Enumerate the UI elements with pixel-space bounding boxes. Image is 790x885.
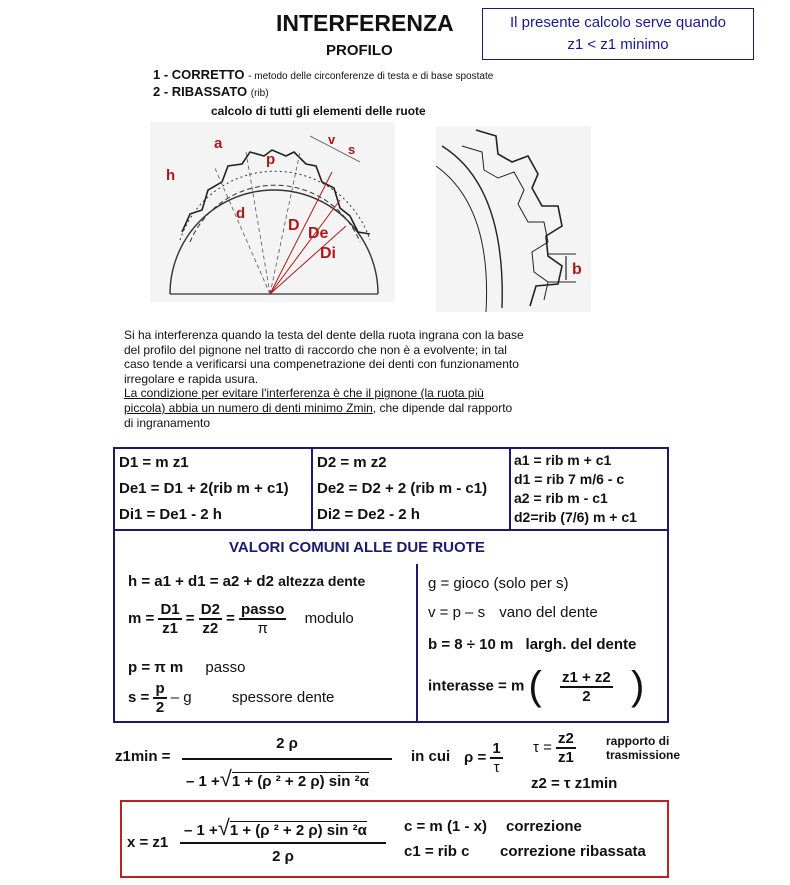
diagram-label-h: h [166, 167, 176, 184]
s-rest: – g [170, 688, 192, 706]
x-num-b: 1 + (ρ ² + 2 ρ) sin ²α [229, 822, 367, 839]
para-line: del profilo del pignone nel tratto di raccordo che non è a evolvente; in tal [124, 342, 507, 357]
v-desc: vano del dente [499, 604, 598, 621]
d2-formula: D2 = m z2 [317, 454, 387, 471]
c1-desc: correzione ribassata [500, 843, 646, 860]
method-1 [153, 67, 493, 82]
m-frac-2-num: D2 [200, 601, 220, 618]
h-desc: altezza dente [278, 573, 366, 589]
interasse-den: 2 [582, 687, 591, 705]
rho-num: 1 [492, 740, 501, 757]
z1min-lhs: z1min = [115, 748, 171, 765]
diagram-label-a: a [214, 135, 223, 152]
s-frac-num: p [155, 680, 165, 697]
method-2-desc: (rib) [250, 88, 269, 99]
interasse-frac [560, 669, 613, 705]
z1min-fraction-bar [182, 758, 392, 760]
para-line: caso tende a verificarsi una compenetrazione dei denti con funzionamento [124, 357, 519, 372]
para-line: La condizione per evitare l'interferenza è che il pignone (la ruota più [124, 386, 484, 401]
rho-den: τ [493, 759, 500, 776]
table-divider-1 [311, 447, 313, 529]
x-num-a: – 1 + [184, 822, 218, 839]
rho-lhs: ρ = [464, 748, 487, 766]
method-1-num: 1 - [153, 67, 169, 82]
m-frac-3 [239, 601, 286, 637]
m-frac-3-den: π [257, 620, 268, 637]
d2-dedendum-formula: d2=rib (7/6) m + c1 [514, 509, 637, 525]
para-line: di ingranamento [124, 415, 211, 430]
z1min-num: 2 ρ [276, 735, 298, 752]
de1-formula: De1 = D1 + 2(rib m + c1) [119, 480, 289, 497]
diagram-label-s: s [348, 142, 356, 157]
diagram-label-b: b [572, 261, 582, 278]
ratio-line-1: rapporto di [606, 734, 670, 748]
gear-profile-diagram [150, 122, 395, 302]
usage-note-line2: z1 < z1 minimo [567, 36, 669, 53]
a1-formula: a1 = rib m + c1 [514, 452, 612, 468]
incui-label: in cui [411, 748, 451, 765]
v-formula [428, 604, 598, 621]
gear-width-diagram [436, 126, 591, 312]
sqrt-icon: √ [219, 766, 232, 791]
z2-formula: z2 = τ z1min [531, 775, 618, 792]
s-formula [128, 680, 334, 716]
m-frac-1-num: D1 [160, 601, 180, 618]
ratio-line-2: trasmissione [606, 748, 681, 762]
x-num [184, 815, 367, 841]
diagram-label-Di: Di [320, 245, 336, 262]
c-formula: c = m (1 - x) [404, 818, 487, 835]
s-lhs: s = [128, 688, 150, 706]
g-formula: g = gioco (solo per s) [428, 575, 569, 592]
m-frac-2-den: z2 [202, 620, 219, 637]
method-2 [153, 84, 269, 99]
b-desc: largh. del dente [525, 636, 637, 653]
h-formula [128, 573, 365, 590]
transmission-ratio-note [606, 734, 680, 762]
z1min-den [186, 766, 369, 792]
z1min-den-b: 1 + (ρ ² + 2 ρ) sin ²α [231, 773, 369, 790]
h-formula-text: h = a1 + d1 = a2 + d2 [128, 573, 274, 590]
rho-frac [490, 740, 502, 776]
interference-description [124, 328, 594, 430]
m-eq-2: = [226, 609, 235, 627]
p-formula [128, 659, 245, 676]
paren-close: ) [630, 664, 645, 708]
tau-den: z1 [558, 749, 574, 766]
para-zmin-text: piccola) abbia un numero di denti minimo Zmin [124, 400, 373, 415]
m-lhs: m = [128, 609, 155, 627]
x-fraction-bar [180, 842, 386, 844]
tau-num: z2 [558, 730, 574, 747]
di2-formula: Di2 = De2 - 2 h [317, 506, 420, 523]
s-frac-den: 2 [155, 699, 165, 716]
para-line: irregolare e rapida usura. [124, 371, 259, 386]
method-2-label: RIBASSATO [171, 84, 248, 99]
paren-open: ( [528, 664, 542, 708]
diagram-label-p: p [266, 151, 276, 168]
usage-note-box [482, 8, 754, 60]
common-divider [416, 564, 418, 723]
page-subtitle: PROFILO [326, 42, 393, 59]
diagram-label-De: De [308, 225, 329, 242]
s-desc: spessore dente [231, 688, 335, 706]
m-formula [128, 601, 354, 637]
sqrt-icon: √ [217, 815, 230, 840]
para-line: Si ha interferenza quando la testa del dente della ruota ingrana con la base [124, 328, 524, 342]
m-frac-3-num: passo [241, 601, 285, 618]
c-desc: correzione [506, 818, 582, 835]
method-1-desc: - metodo delle circonferenze di testa e di base spostate [248, 71, 494, 82]
de2-formula: De2 = D2 + 2 (rib m - c1) [317, 480, 488, 497]
b-formula-text: b = 8 ÷ 10 m [428, 636, 514, 653]
tau-lhs: τ = [533, 738, 552, 756]
common-values-title: VALORI COMUNI ALLE DUE RUOTE [229, 539, 485, 556]
m-frac-2 [199, 601, 222, 637]
table-divider-h [113, 529, 669, 531]
tau-frac [556, 730, 576, 766]
table-divider-2 [509, 447, 511, 529]
m-desc: modulo [304, 609, 354, 627]
z1min-den-a: – 1 + [186, 773, 220, 790]
para-zmin-rest: , che dipende dal rapporto [372, 400, 513, 415]
method-2-num: 2 - [153, 84, 169, 99]
page-title: INTERFERENZA [276, 10, 454, 36]
c1-formula: c1 = rib c [404, 843, 470, 860]
di1-formula: Di1 = De1 - 2 h [119, 506, 222, 523]
diagram-label-d: d [236, 205, 246, 222]
p-desc: passo [205, 659, 246, 676]
rho-formula [464, 740, 503, 776]
x-lhs: x = z1 [127, 834, 169, 851]
m-frac-1 [158, 601, 181, 637]
p-formula-text: p = π m [128, 659, 184, 676]
diagram-label-v: v [328, 132, 336, 147]
interasse-lhs: interasse = m [428, 677, 525, 695]
usage-note-line1: Il presente calcolo serve quando [510, 14, 726, 31]
method-1-label: CORRETTO [171, 67, 245, 82]
para-line [124, 401, 594, 416]
d1-formula: D1 = m z1 [119, 454, 189, 471]
v-formula-text: v = p – s [428, 604, 486, 621]
s-frac [153, 680, 166, 716]
a2-formula: a2 = rib m - c1 [514, 490, 608, 506]
d1-dedendum-formula: d1 = rib 7 m/6 - c [514, 471, 625, 487]
diagram-label-D: D [288, 217, 300, 234]
interasse-num: z1 + z2 [561, 668, 611, 686]
b-formula [428, 636, 636, 653]
calc-note: calcolo di tutti gli elementi delle ruote [211, 104, 426, 118]
interasse-formula [428, 664, 644, 709]
m-eq-1: = [185, 609, 195, 627]
x-den: 2 ρ [272, 848, 294, 865]
tau-formula [533, 730, 576, 766]
m-frac-1-den: z1 [162, 620, 178, 637]
